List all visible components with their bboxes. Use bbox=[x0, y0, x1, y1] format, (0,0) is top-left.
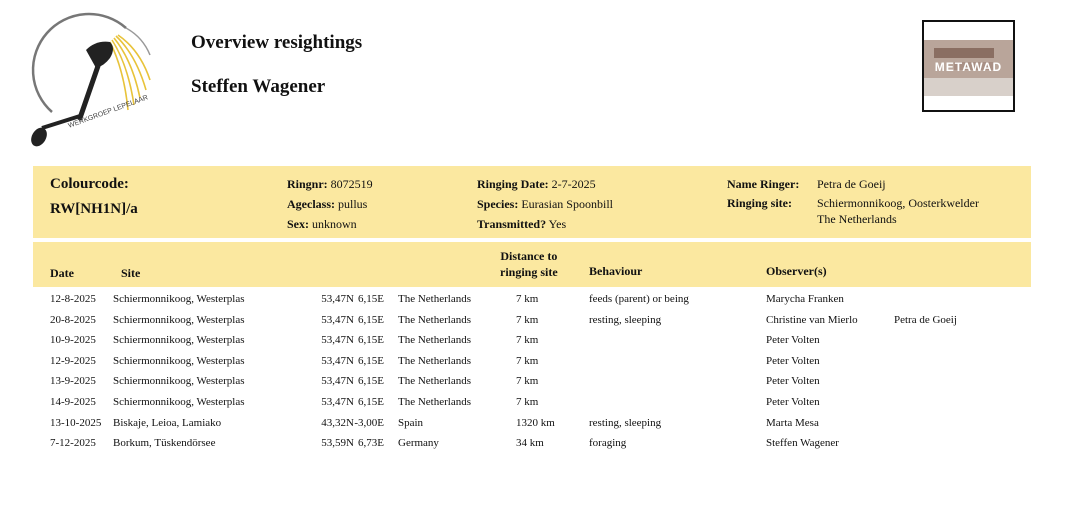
cell-lat: 53,59N bbox=[321, 437, 354, 450]
cell-country: Germany bbox=[398, 437, 439, 450]
cell-behaviour: resting, sleeping bbox=[589, 313, 662, 326]
cell-date: 12-8-2025 bbox=[50, 293, 96, 305]
cell-site: Schiermonnikoog, Westerplas bbox=[113, 313, 245, 326]
cell-lat: 53,47N bbox=[321, 375, 354, 388]
metawad-logo-text: METAWAD bbox=[934, 60, 1003, 74]
cell-lon: 6,15E bbox=[358, 354, 384, 367]
cell-country: The Netherlands bbox=[398, 293, 471, 305]
ringing-site-label: Ringing site: bbox=[727, 196, 793, 210]
table-row bbox=[0, 293, 1080, 313]
col-header-date: Date bbox=[50, 266, 74, 280]
cell-lat: 53,47N bbox=[321, 334, 354, 347]
cell-behaviour: resting, sleeping bbox=[589, 416, 662, 429]
name-ringer-label: Name Ringer: bbox=[727, 177, 800, 191]
cell-site: Schiermonnikoog, Westerplas bbox=[113, 396, 245, 408]
cell-observer1: Christine van Mierlo bbox=[766, 313, 858, 326]
werkgroep-lepelaar-logo bbox=[30, 10, 165, 155]
cell-observer1: Peter Volten bbox=[766, 334, 820, 347]
col-header-site: Site bbox=[121, 266, 141, 280]
cell-lon: 6,15E bbox=[358, 396, 384, 408]
species-field bbox=[477, 197, 613, 212]
species-value: Eurasian Spoonbill bbox=[521, 197, 613, 211]
col-header-distance-line2: ringing site bbox=[500, 265, 558, 279]
ringing-site-line1: Schiermonnikoog, Oosterkwelder bbox=[817, 196, 979, 210]
cell-lon: 6,15E bbox=[358, 375, 384, 388]
cell-distance: 7 km bbox=[516, 313, 539, 326]
cell-distance: 7 km bbox=[516, 354, 539, 367]
cell-date: 12-9-2025 bbox=[50, 354, 96, 367]
cell-lat: 53,47N bbox=[321, 354, 354, 367]
cell-date: 10-9-2025 bbox=[50, 334, 96, 347]
table-row bbox=[0, 314, 1080, 334]
name-ringer-value: Petra de Goeij bbox=[817, 177, 886, 191]
colourcode-value: RW[NH1N]/a bbox=[50, 201, 138, 217]
ageclass-label: Ageclass: bbox=[287, 197, 335, 211]
ringing-date-label: Ringing Date: bbox=[477, 177, 549, 191]
cell-observer1: Steffen Wagener bbox=[766, 437, 839, 450]
cell-country: The Netherlands bbox=[398, 313, 471, 326]
cell-distance: 7 km bbox=[516, 293, 539, 305]
ageclass-field bbox=[287, 197, 367, 212]
cell-date: 13-9-2025 bbox=[50, 375, 96, 388]
table-row bbox=[0, 417, 1080, 437]
cell-date: 14-9-2025 bbox=[50, 396, 96, 408]
ringing-date-value: 2-7-2025 bbox=[551, 177, 596, 191]
cell-lat: 53,47N bbox=[321, 396, 354, 408]
svg-text:WERKGROEP LEPELAAR: WERKGROEP LEPELAAR bbox=[67, 94, 150, 130]
table-row bbox=[0, 375, 1080, 395]
cell-date: 20-8-2025 bbox=[50, 313, 96, 326]
transmitted-value: Yes bbox=[548, 217, 567, 231]
ringnr-label: Ringnr: bbox=[287, 177, 328, 191]
cell-lon: 6,73E bbox=[358, 437, 384, 450]
species-label: Species: bbox=[477, 197, 519, 211]
ringing-site-line2: The Netherlands bbox=[817, 212, 897, 226]
observer-name: Steffen Wagener bbox=[191, 76, 326, 97]
sex-field bbox=[287, 217, 357, 232]
table-row bbox=[0, 396, 1080, 416]
cell-country: The Netherlands bbox=[398, 354, 471, 367]
cell-observer1: Marta Mesa bbox=[766, 416, 819, 429]
col-header-distance bbox=[500, 248, 558, 280]
ringnr-value: 8072519 bbox=[330, 177, 373, 191]
cell-distance: 7 km bbox=[516, 334, 539, 347]
cell-lon: -3,00E bbox=[354, 416, 384, 429]
cell-observer1: Peter Volten bbox=[766, 354, 820, 367]
cell-date: 13-10-2025 bbox=[50, 416, 102, 429]
cell-distance: 34 km bbox=[516, 437, 544, 450]
cell-lon: 6,15E bbox=[358, 334, 384, 347]
col-header-observers: Observer(s) bbox=[766, 264, 827, 278]
transmitted-field bbox=[477, 217, 566, 232]
cell-lat: 43,32N bbox=[321, 416, 354, 429]
col-header-behaviour: Behaviour bbox=[589, 264, 643, 278]
cell-observer1: Peter Volten bbox=[766, 396, 820, 408]
table-row bbox=[0, 437, 1080, 457]
metawad-logo bbox=[922, 20, 1015, 112]
cell-observer2: Petra de Goeij bbox=[894, 313, 957, 326]
cell-site: Schiermonnikoog, Westerplas bbox=[113, 334, 245, 347]
cell-lon: 6,15E bbox=[358, 313, 384, 326]
cell-site: Schiermonnikoog, Westerplas bbox=[113, 354, 245, 367]
col-header-distance-line1: Distance to bbox=[500, 249, 558, 263]
cell-observer1: Peter Volten bbox=[766, 375, 820, 388]
table-row bbox=[0, 334, 1080, 354]
cell-lat: 53,47N bbox=[321, 313, 354, 326]
cell-behaviour: feeds (parent) or being bbox=[589, 293, 689, 305]
cell-distance: 7 km bbox=[516, 375, 539, 388]
cell-country: The Netherlands bbox=[398, 375, 471, 388]
transmitted-label: Transmitted? bbox=[477, 217, 547, 231]
sex-label: Sex: bbox=[287, 217, 309, 231]
cell-lon: 6,15E bbox=[358, 293, 384, 305]
cell-distance: 1320 km bbox=[516, 416, 555, 429]
cell-site: Biskaje, Leioa, Lamiako bbox=[113, 416, 222, 429]
ringing-date-field bbox=[477, 177, 596, 192]
cell-country: The Netherlands bbox=[398, 334, 471, 347]
sex-value: unknown bbox=[312, 217, 357, 231]
cell-site: Schiermonnikoog, Westerplas bbox=[113, 293, 245, 305]
ageclass-value: pullus bbox=[338, 197, 368, 211]
ringnr-field bbox=[287, 177, 373, 192]
cell-lat: 53,47N bbox=[321, 293, 354, 305]
cell-distance: 7 km bbox=[516, 396, 539, 408]
table-row bbox=[0, 355, 1080, 375]
cell-site: Schiermonnikoog, Westerplas bbox=[113, 375, 245, 388]
cell-behaviour: foraging bbox=[589, 437, 627, 450]
cell-country: The Netherlands bbox=[398, 396, 471, 408]
cell-observer1: Marycha Franken bbox=[766, 293, 844, 305]
cell-site: Borkum, Tüskendörsee bbox=[113, 437, 216, 450]
cell-date: 7-12-2025 bbox=[50, 437, 96, 450]
colourcode-label: Colourcode: bbox=[50, 176, 129, 192]
cell-country: Spain bbox=[398, 416, 424, 429]
page-title: Overview resightings bbox=[191, 32, 363, 53]
